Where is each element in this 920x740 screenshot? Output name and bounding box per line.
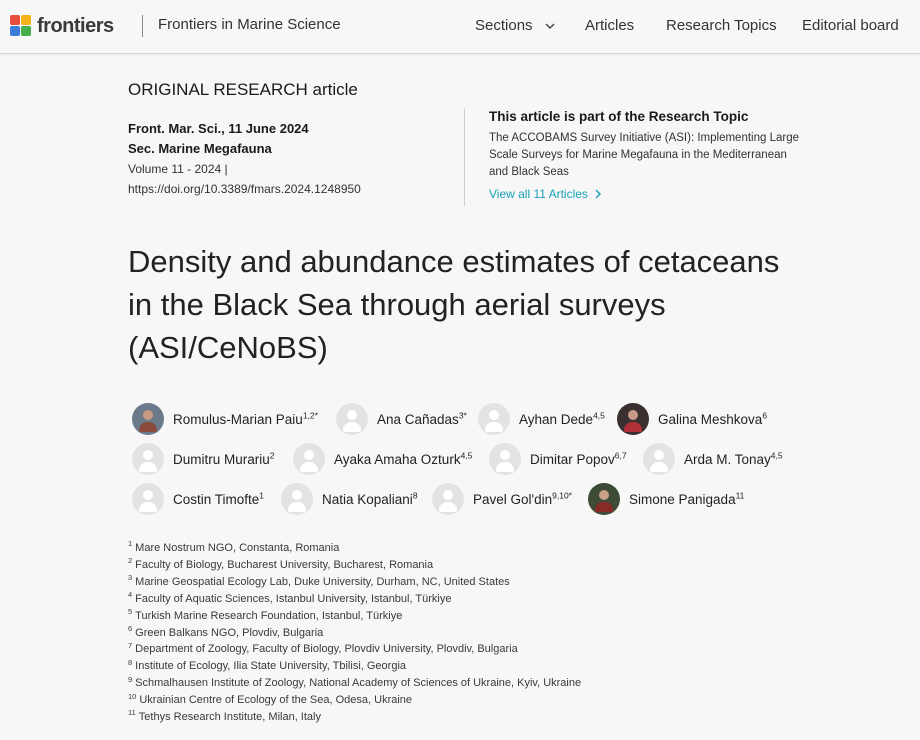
affiliation-number: 5: [128, 606, 133, 616]
frontiers-logo[interactable]: [10, 12, 114, 40]
author-affiliation-marker: 4,5: [593, 410, 605, 420]
author-item[interactable]: [132, 443, 275, 475]
affiliation-number: 4: [128, 590, 133, 600]
article-meta: [128, 119, 448, 199]
affiliation-item: [128, 641, 828, 658]
author-item[interactable]: [643, 443, 783, 475]
affiliation-text: Schmalhausen Institute of Zoology, National Academy of Sciences of Ukraine, Kyiv, Ukraine: [135, 677, 582, 690]
affiliation-number: 10: [128, 691, 137, 701]
author-photo: [132, 403, 164, 435]
affiliation-text: Faculty of Aquatic Sciences, Istanbul University, Istanbul, Türkiye: [135, 592, 452, 605]
journal-name[interactable]: Frontiers in Marine Science: [158, 16, 341, 33]
author-affiliation-marker: 4,5: [460, 450, 473, 460]
top-navigation-bar: [0, 0, 920, 54]
avatar-placeholder-icon: [336, 403, 368, 435]
affiliation-number: 9: [128, 674, 133, 684]
doi-link[interactable]: https://doi.org/10.3389/fmars.2024.1248950: [128, 182, 361, 196]
header-divider: [142, 15, 143, 37]
nav-sections-label: Sections: [475, 17, 533, 34]
volume: Volume 11 - 2024 |: [128, 162, 228, 176]
author-name: Arda M. Tonay$^{4,5}$: [684, 450, 783, 467]
affiliation-item: [128, 591, 828, 608]
author-photo: [588, 483, 620, 515]
avatar-placeholder-icon: [132, 483, 164, 515]
affiliation-number: 1: [128, 539, 133, 549]
author-affiliation-marker: 6,7: [614, 450, 627, 460]
author-item[interactable]: [132, 483, 264, 515]
affiliation-list: [128, 540, 828, 726]
view-all-articles-label: View all 11 Articles: [489, 187, 588, 201]
affiliation-number: 7: [128, 640, 133, 650]
affiliation-number: 6: [128, 623, 133, 633]
avatar-placeholder-icon: [432, 483, 464, 515]
author-name: Romulus-Marian Paiu$^{1,2*}$: [173, 410, 318, 427]
research-topic-box: [489, 109, 809, 201]
author-affiliation-marker: 3*: [458, 410, 467, 420]
author-name: Natia Kopaliani$^8$: [322, 490, 418, 507]
affiliation-item: [128, 608, 828, 625]
chevron-down-icon: [545, 23, 555, 29]
research-topic-heading: This article is part of the Research Topic: [489, 109, 749, 124]
section: Sec. Marine Megafauna: [128, 141, 272, 156]
author-name: Ana Cañadas$^{3*}$: [377, 410, 467, 427]
author-item[interactable]: [281, 483, 418, 515]
author-item[interactable]: [478, 403, 605, 435]
affiliation-text: Department of Zoology, Faculty of Biology, Plovdiv University, Plovdiv, Bulgaria: [135, 643, 518, 656]
avatar-placeholder-icon: [281, 483, 313, 515]
author-affiliation-marker: 4,5: [770, 450, 783, 460]
nav-research-topics[interactable]: Research Topics: [666, 17, 777, 34]
avatar-placeholder-icon: [132, 443, 164, 475]
affiliation-item: [128, 574, 828, 591]
affiliation-text: Turkish Marine Research Foundation, Istanbul, Türkiye: [135, 609, 403, 622]
affiliation-text: Faculty of Biology, Bucharest University, Bucharest, Romania: [135, 558, 434, 571]
affiliation-item: [128, 658, 828, 675]
affiliation-text: Mare Nostrum NGO, Constanta, Romania: [135, 542, 340, 554]
affiliation-text: Institute of Ecology, Ilia State University, Tbilisi, Georgia: [135, 660, 407, 673]
author-affiliation-marker: 1: [259, 490, 265, 500]
view-all-articles-link[interactable]: [489, 187, 809, 201]
author-name: Simone Panigada$^{11}$: [629, 490, 745, 507]
author-item[interactable]: [489, 443, 627, 475]
author-affiliation-marker: 6: [762, 410, 768, 420]
avatar-placeholder-icon: [293, 443, 325, 475]
author-name: Ayhan Dede$^{4,5}$: [519, 410, 605, 427]
affiliation-number: 8: [128, 657, 133, 667]
author-photo: [617, 403, 649, 435]
affiliation-item: [128, 625, 828, 642]
author-item[interactable]: [132, 403, 318, 435]
affiliation-number: 3: [128, 573, 133, 583]
author-name: Pavel Gol'din$^{9,10*}$: [473, 490, 572, 507]
affiliation-item: [128, 675, 828, 692]
author-name: Galina Meshkova$^6$: [658, 410, 768, 427]
affiliation-item: [128, 557, 828, 574]
affiliation-item: [128, 709, 828, 726]
author-item[interactable]: [588, 483, 744, 515]
citation: Front. Mar. Sci., 11 June 2024: [128, 121, 309, 136]
author-name: Dimitar Popov$^{6,7}$: [530, 450, 627, 467]
affiliation-text: Tethys Research Institute, Milan, Italy: [138, 711, 321, 724]
author-affiliation-marker: 1,2*: [302, 410, 318, 420]
author-name: Dumitru Murariu$^2$: [173, 450, 275, 467]
frontiers-logo-icon: [10, 15, 32, 37]
article-type: ORIGINAL RESEARCH article: [128, 80, 358, 99]
affiliation-number: 2: [128, 556, 133, 566]
affiliation-item: [128, 692, 828, 709]
author-item[interactable]: [432, 483, 572, 515]
chevron-right-icon: [595, 189, 601, 199]
author-affiliation-marker: 9,10*: [552, 490, 572, 500]
nav-articles[interactable]: Articles: [585, 17, 635, 34]
author-affiliation-marker: 11: [735, 490, 745, 500]
avatar-placeholder-icon: [643, 443, 675, 475]
affiliation-text: Ukrainian Centre of Ecology of the Sea, Odesa, Ukraine: [139, 694, 413, 707]
affiliation-item: [128, 540, 828, 557]
article-title: Density and abundance estimates of cetaceans in the Black Sea through aerial surveys (ASI/CeNoBS): [128, 244, 780, 365]
avatar-placeholder-icon: [478, 403, 510, 435]
logo-text: frontiers: [37, 14, 114, 37]
nav-editorial-board[interactable]: Editorial board: [802, 17, 899, 34]
author-item[interactable]: [293, 443, 472, 475]
research-topic-text: The ACCOBAMS Survey Initiative (ASI): Implementing Large Scale Surveys for Marine Megafauna in the Mediterranean and Black Seas: [489, 132, 799, 178]
author-item[interactable]: [617, 403, 767, 435]
affiliation-number: 11: [128, 708, 136, 718]
research-topic-divider: [464, 108, 465, 206]
author-affiliation-marker: 8: [412, 490, 418, 500]
author-item[interactable]: [336, 403, 467, 435]
author-name: Ayaka Amaha Ozturk$^{4,5}$: [334, 450, 473, 467]
nav-sections[interactable]: [475, 17, 555, 34]
affiliation-text: Green Balkans NGO, Plovdiv, Bulgaria: [135, 626, 324, 639]
avatar-placeholder-icon: [489, 443, 521, 475]
affiliation-text: Marine Geospatial Ecology Lab, Duke University, Durham, NC, United States: [135, 575, 510, 588]
author-name: Costin Timofte$^1$: [173, 490, 265, 507]
author-affiliation-marker: 2: [269, 450, 275, 460]
